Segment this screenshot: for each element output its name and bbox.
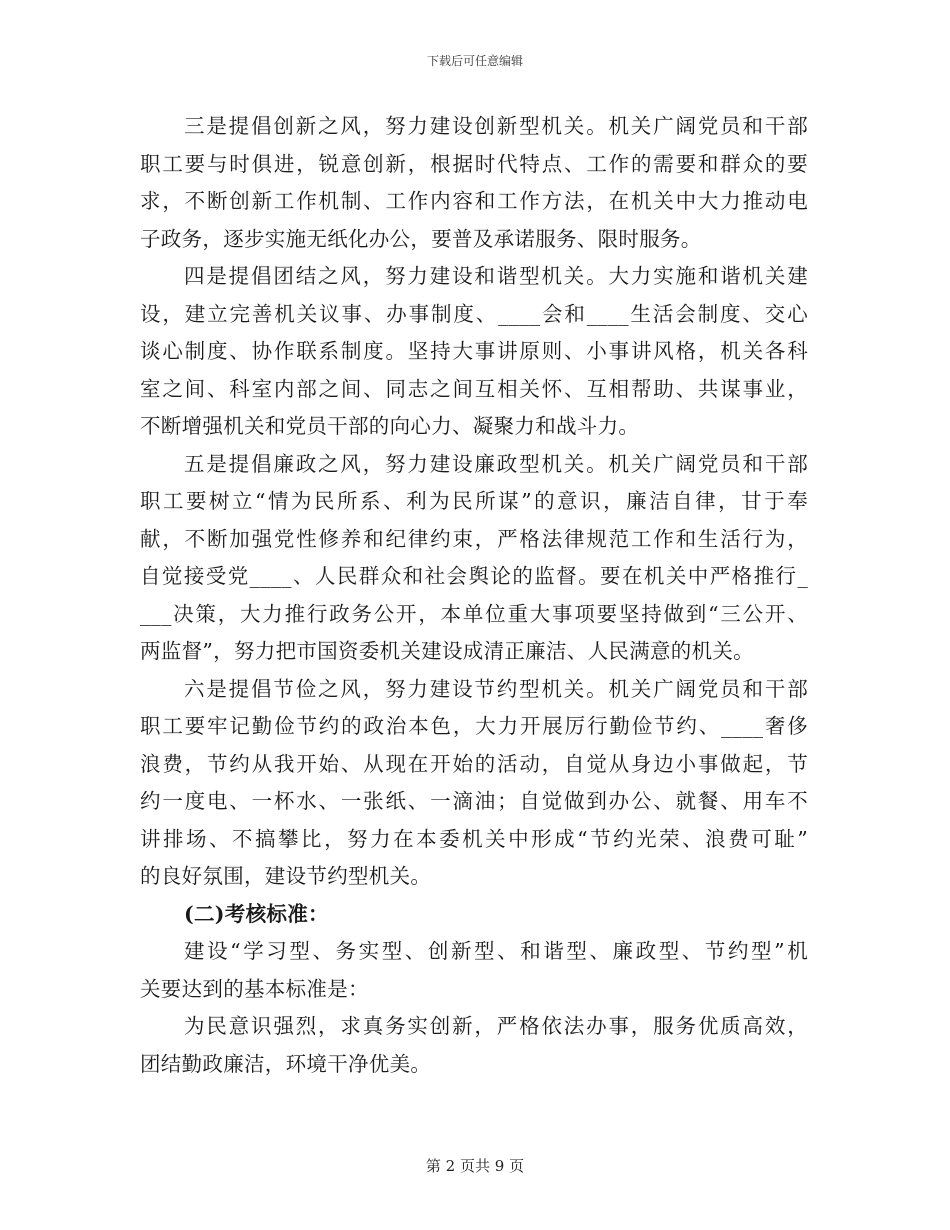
page-number: 第 2 页共 9 页	[425, 1157, 525, 1175]
paragraph-standard-content	[140, 1008, 808, 1083]
paragraph-line: ___决策，大力推行政务公开，本单位重大事项要坚持做到“三公开、	[140, 601, 808, 626]
paragraph-line: 三是提倡创新之风，努力建设创新型机关。机关广阔党员和干部	[184, 114, 808, 138]
paragraph-line: 职工要树立“情为民所系、利为民所谋”的意识，廉洁自律，甘于奉	[140, 489, 808, 513]
paragraph-line: 子政务，逐步实施无纸化办公，要普及承诺服务、限时服务。	[140, 226, 702, 251]
paragraph-standard-intro	[140, 933, 808, 1008]
document-body	[140, 108, 808, 1083]
paragraph-line: 设，建立完善机关议事、办事制度、____会和____生活会制度、交心	[140, 301, 808, 326]
paragraph-innovation	[140, 108, 808, 258]
paragraph-line: 浪费，节约从我开始、从现在开始的活动，自觉从身边小事做起，节	[140, 751, 808, 776]
paragraph-unity	[140, 258, 808, 446]
paragraph-line: 室之间、科室内部之间、同志之间互相关怀、互相帮助、共谋事业，	[140, 376, 808, 401]
paragraph-line: 六是提倡节俭之风，努力建设节约型机关。机关广阔党员和干部	[184, 676, 808, 701]
paragraph-line: 自觉接受党____、人民群众和社会舆论的监督。要在机关中严格推行_	[140, 564, 808, 588]
section-block	[140, 896, 808, 934]
paragraph-line: 职工要牢记勤俭节约的政治本色，大力开展厉行勤俭节约、____奢侈	[140, 714, 808, 738]
paragraph-line: 职工要与时俱进，锐意创新，根据时代特点、工作的需要和群众的要	[140, 151, 808, 176]
page-header: 下载后可任意编辑	[426, 54, 523, 68]
paragraph-line: 献，不断加强党性修养和纪律约束，严格法律规范工作和生活行为，	[140, 526, 808, 551]
paragraph-line: 四是提倡团结之风，努力建设和谐型机关。大力实施和谐机关建	[184, 264, 808, 288]
paragraph-line: 团结勤政廉洁，环境干净优美。	[140, 1051, 432, 1076]
paragraph-line: 不断增强机关和党员干部的向心力、凝聚力和战斗力。	[140, 414, 640, 438]
paragraph-line: 约一度电、一杯水、一张纸、一滴油；自觉做到办公、就餐、用车不	[140, 789, 808, 813]
paragraph-line: 两监督”，努力把市国资委机关建设成清正廉洁、人民满意的机关。	[140, 639, 754, 663]
paragraph-line: 五是提倡廉政之风，努力建设廉政型机关。机关广阔党员和干部	[184, 451, 808, 476]
paragraph-line: 求，不断创新工作机制、工作内容和工作方法，在机关中大力推动电	[140, 189, 808, 213]
paragraph-line: 谈心制度、协作联系制度。坚持大事讲原则、小事讲风格，机关各科	[140, 339, 808, 363]
paragraph-line: 讲排场、不搞攀比，努力在本委机关中形成“节约光荣、浪费可耻”	[140, 826, 808, 851]
paragraph-line: 建设“学习型、务实型、创新型、和谐型、廉政型、节约型”机	[184, 939, 808, 963]
paragraph-integrity	[140, 446, 808, 671]
section-heading: (二)考核标准：	[184, 901, 329, 926]
paragraph-line: 关要达到的基本标准是：	[140, 976, 369, 1001]
paragraph-line: 的良好氛围，建设节约型机关。	[140, 864, 432, 888]
paragraph-thrift	[140, 671, 808, 896]
paragraph-line: 为民意识强烈，求真务实创新，严格依法办事，服务优质高效，	[184, 1014, 808, 1038]
